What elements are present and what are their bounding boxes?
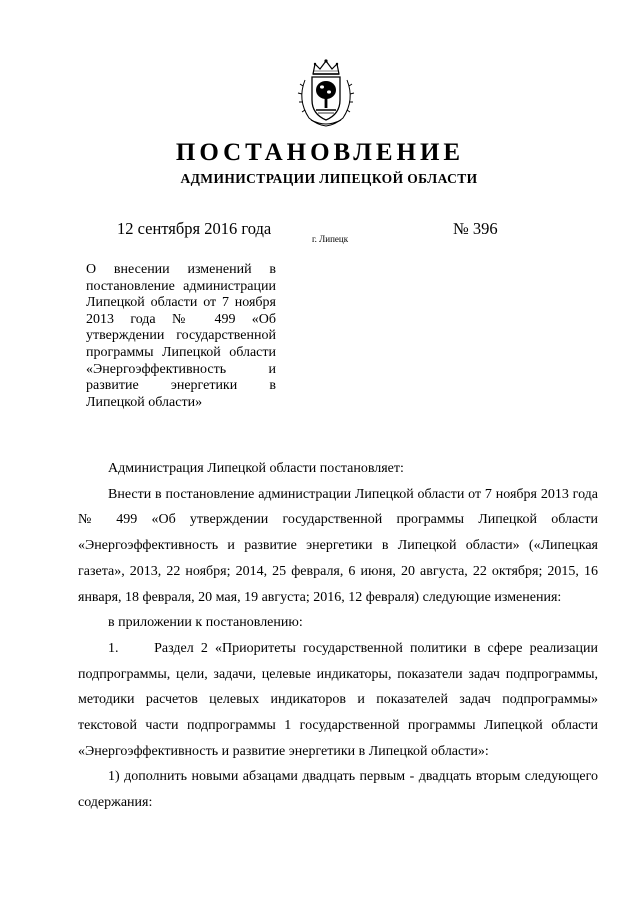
document-issuer: АДМИНИСТРАЦИИ ЛИПЕЦКОЙ ОБЛАСТИ [180,171,478,186]
body-paragraph: в приложении к постановлению: [108,615,303,631]
document-title: ПОСТАНОВЛЕНИЕ [175,139,465,166]
body-paragraph: 1. Раздел 2 «Приоритеты государственной политики в сфере реализации подпрограммы, цели, задачи, целевые индикаторы, показатели задач подпрограммы, методики расчетов целевых индикаторов и показателей задач подпрограммы» текстовой части подпрограммы 1 государственной программы Липецкой области «Энергоэффективность и развитие энергетики в Липецкой области»: [78,640,602,759]
document-subject: О внесении изменений в постановление администрации Липецкой области от 7 ноября 2013 года № 499 «Об утверждении государственной программы Липецкой области «Энергоэффективность и развитие энергетики в Липецкой области» [86,262,276,410]
body-paragraph: 1) дополнить новыми абзацами двадцать первым - двадцать вторым следующего содержания: [78,769,598,811]
coat-of-arms-emblem [295,58,357,128]
body-paragraph: Внести в постановление администрации Липецкой области от 7 ноября 2013 года № 499 «Об утверждении государственной программы Липецкой области «Энергоэффективность и развитие энергетики в Липецкой области» («Липецкая газета», 2013, 22 ноября; 2014, 25 февраля, 6 июня, 20 августа, 22 октября; 2015, 16 января, 18 февраля, 20 мая, 19 августа; 2016, 12 февраля) следующие изменения: [78,486,598,605]
document-date: 12 сентября 2016 года [117,219,272,238]
document-city: г. Липецк [312,234,349,244]
document-body [78,456,602,816]
document-number: № 396 [453,219,498,238]
body-paragraph: Администрация Липецкой области постановляет: [108,461,404,476]
